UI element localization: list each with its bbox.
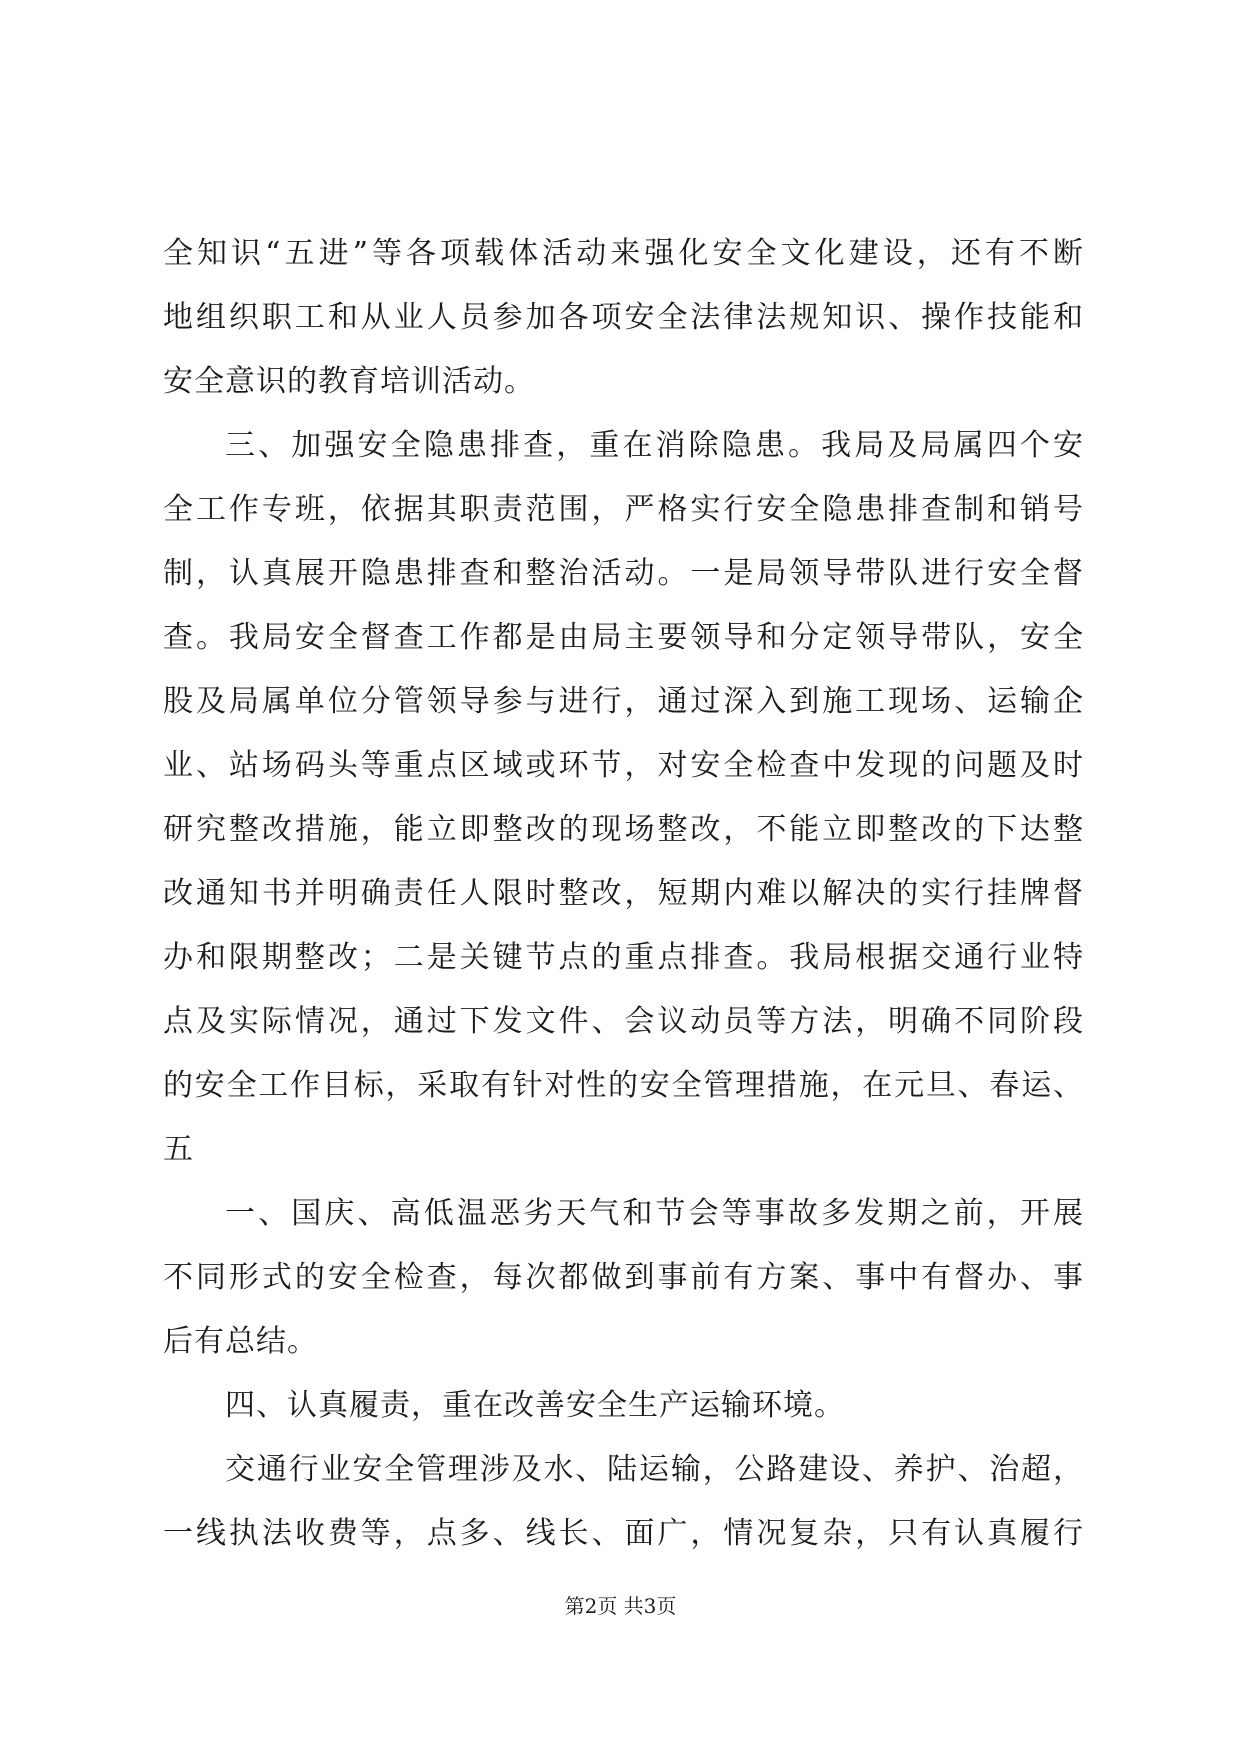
- text-line: 的安全工作目标，采取有针对性的安全管理措施，在元旦、春运、: [163, 1068, 1083, 1103]
- text-line: 全工作专班，依据其职责范围，严格实行安全隐患排查制和销号: [163, 492, 1083, 527]
- text-line: 三、加强安全隐患排查，重在消除隐患。我局及局属四个安: [225, 428, 1083, 463]
- text-line: 安全意识的教育培训活动。: [163, 364, 535, 399]
- text-line: 一、国庆、高低温恶劣天气和节会等事故多发期之前，开展: [225, 1196, 1083, 1231]
- text-line: 股及局属单位分管领导参与进行，通过深入到施工现场、运输企: [163, 684, 1083, 719]
- text-line: 业、站场码头等重点区域或环节，对安全检查中发现的问题及时: [163, 748, 1083, 783]
- text-line: 研究整改措施，能立即整改的现场整改，不能立即整改的下达整: [163, 812, 1083, 847]
- text-line: 一线执法收费等，点多、线长、面广，情况复杂，只有认真履行: [163, 1516, 1083, 1551]
- document-body: [163, 222, 1083, 1566]
- text-line: 全知识“五进”等各项载体活动来强化安全文化建设，还有不断: [163, 236, 1083, 271]
- text-line: 不同形式的安全检查，每次都做到事前有方案、事中有督办、事: [163, 1260, 1083, 1295]
- text-line: 后有总结。: [163, 1324, 318, 1359]
- text-line: 四、认真履责，重在改善安全生产运输环境。: [225, 1388, 845, 1423]
- text-line: 改通知书并明确责任人限时整改，短期内难以解决的实行挂牌督: [163, 876, 1083, 911]
- text-line: 五: [163, 1132, 194, 1167]
- text-line: 制，认真展开隐患排查和整治活动。一是局领导带队进行安全督: [163, 556, 1083, 591]
- text-line: 查。我局安全督查工作都是由局主要领导和分定领导带队，安全: [163, 620, 1083, 655]
- text-line: 地组织职工和从业人员参加各项安全法律法规知识、操作技能和: [163, 300, 1083, 335]
- text-line: 交通行业安全管理涉及水、陆运输，公路建设、养护、治超，: [225, 1452, 1083, 1487]
- text-line: 办和限期整改；二是关键节点的重点排查。我局根据交通行业特: [163, 940, 1083, 975]
- page-footer: 第2页 共3页: [564, 1594, 677, 1618]
- text-line: 点及实际情况，通过下发文件、会议动员等方法，明确不同阶段: [163, 1004, 1083, 1039]
